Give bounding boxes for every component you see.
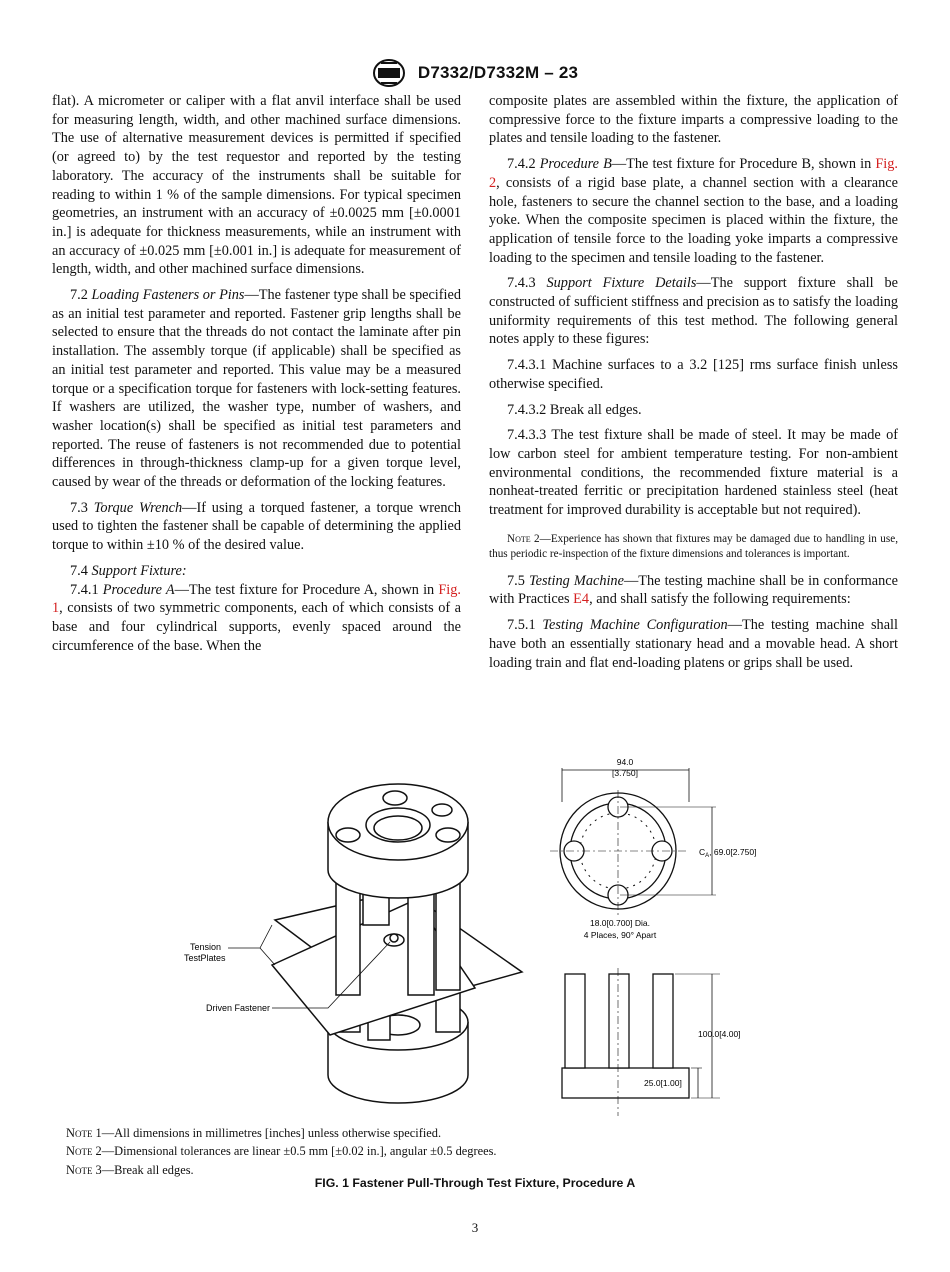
astm-logo-icon [372,58,406,88]
hole-dimension-line2: 4 Places, 90° Apart [583,930,657,940]
e4-link[interactable]: E4 [573,591,590,608]
paragraph: flat). A micrometer or caliper with a flat anvil interface shall be used for measuring length, width, and other machined surface dimensions. The use of alternative measurement devices is permitted if specified (or agreed to) by the test requestor and reported by the testing laboratory. The accuracy of the instruments shall be suitable for reading to within 1 % of the sample dimensions. For typical specimen geometries, an instrument with an accuracy of ±0.0025 mm [±0.0001 in.] is adequate for thickness measurements, while an instrument with an accuracy of ±0.025 mm [±0.001 in.] is adequate for measurement of length, width, and other machined surface dimensions. [52,93,461,278]
fixture-figure [150,750,780,1120]
page-header [0,58,950,88]
figure-note-2: Note 2—Dimensional tolerances are linear ±0.5 mm [±0.02 in.], angular ±0.5 degrees. [66,1144,497,1159]
left-column [52,92,461,662]
fig-2-link[interactable]: Fig. 2 [489,156,898,191]
section-7-4-3-3: 7.4.3.3 The test fixture shall be made of steel. It may be made of low carbon steel for ambient temperature testing. For non-ambient environmental conditions, the recommended fixture material is a nonheat-treated ferritic or precipitation hardened stainless steel (heat treatment for improved durability is acceptable but not required). [489,427,898,519]
figure-notes [66,1124,497,1179]
page-number: 3 [471,1220,479,1235]
section-7-4-2: 7.4.2 Procedure B—The test fixture for Procedure B, shown in Fig. 2, consists of a rigid base plate, a channel section with a clearance hole, fasteners to secure the channel section to the base, and a loading yoke. When the composite specimen is placed within the fixture, the application of tensile force to the loading yoke imparts a compressive loading to the specimen and tensile loading to the fastener. [489,156,898,266]
section-7-4-3-1: 7.4.3.1 Machine surfaces to a 3.2 [125] rms surface finish unless otherwise specified. [489,357,898,392]
section-7-4-3-2: 7.4.3.2 Break all edges. [507,401,642,418]
width-dimension-mm: 94.0 [616,757,634,767]
figure-note-1: Note 1—All dimensions in millimetres [inches] unless otherwise specified. [66,1126,442,1140]
height-dimension: 100.0[4.00] [698,1029,741,1039]
section-7-4: 7.4 Support Fixture: [70,562,187,579]
base-dimension: 25.0[1.00] [644,1078,682,1088]
section-7-5-1: 7.5.1 Testing Machine Configuration—The testing machine shall have both an essentially stationary head and a movable head. A short loading train and flat end-loading platens or grips shall be used. [489,617,898,671]
width-dimension-in: [3.750] [612,768,638,778]
fixture-isometric-drawing [272,784,522,1103]
fixture-top-view [550,768,716,915]
hole-dimension-line1: 18.0[0.700] Dia. [589,918,651,928]
driven-fastener-label: Driven Fastener [206,1003,271,1013]
right-column [489,92,898,679]
fixture-side-view [562,968,720,1116]
document-designation: D7332/D7332M – 23 [417,63,579,82]
fig-1-link[interactable]: Fig. 1 [52,581,461,617]
section-7-2: 7.2 Loading Fasteners or Pins—The fastener type shall be specified as an initial test parameter and reported. Fastener grip lengths shall be selected to ensure that the threads do not contact the laminate after pin installation. The assembly torque (if applicable) shall be specified as an initial test parameter and reported. This value may be a measured torque or a specification torque for fasteners with lock-setting features. If washers are utilized, the washer type, number of washers, and washer location(s) shall be specified as initial test parameters and reported. The reuse of fasteners is not recommended due to potential differences in through-thickness clamp-up for a given torque level, caused by wear of the threads or deformation of the locking features. [52,287,461,491]
section-7-5: 7.5 Testing Machine—The testing machine shall be in conformance with Practices E4, and shall satisfy the following requirements: [489,572,898,608]
figure-caption: FIG. 1 Fastener Pull-Through Test Fixture, Procedure A [314,1176,636,1190]
bolt-circle-dimension: $C_A$, 69.0[2.750] [699,847,757,859]
section-7-3: 7.3 Torque Wrench—If using a torqued fastener, a torque wrench used to tighten the fastener shall be capable of determining the applied torque to within ±10 % of the desired value. [52,499,461,554]
figure-note-3: Note 3—Break all edges. [66,1162,194,1177]
tension-label-line2: TestPlates [184,953,226,963]
tension-label-line1: Tension [190,942,222,952]
note-2: Note 2—Experience has shown that fixtures may be damaged due to handling in use, thus periodic re-inspection of the fixture dimensions and tolerances is important. [489,532,898,560]
section-7-4-3: 7.4.3 Support Fixture Details—The support fixture shall be constructed of sufficient stiffness and precision as to satisfy the loading uniformity requirements of this test method. The following general notes apply to these figures: [489,275,899,348]
section-7-4-1: 7.4.1 Procedure A—The test fixture for Procedure A, shown in Fig. 1, consists of two symmetric components, each of which consists of a base and four cylindrical supports, evenly spaced around the circumference of the base. When the [52,581,461,654]
paragraph: composite plates are assembled within the fixture, the application of compressive force to the fixture imparts a compressive loading to the plates and tensile loading to the fastener. [489,93,898,147]
